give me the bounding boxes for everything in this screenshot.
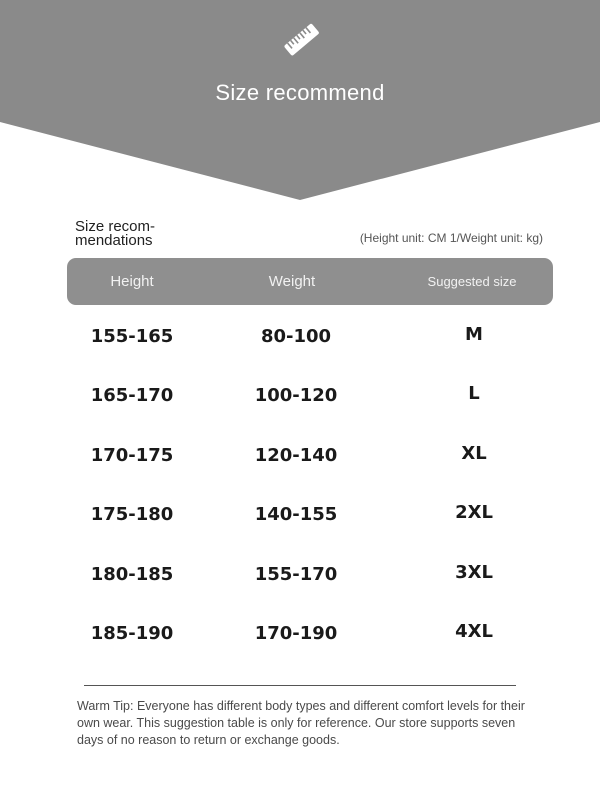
section-label bbox=[75, 220, 195, 248]
height-cell: 185-190 bbox=[90, 622, 174, 644]
height-cell: 180-185 bbox=[90, 563, 174, 585]
weight-cell: 140-155 bbox=[254, 504, 338, 526]
weight-cell: 120-140 bbox=[254, 444, 338, 466]
table-row bbox=[0, 318, 600, 377]
size-cell: 2XL bbox=[455, 502, 493, 524]
size-cell: 4XL bbox=[455, 620, 493, 642]
table-row bbox=[0, 615, 600, 674]
weight-cell: 80-100 bbox=[260, 326, 332, 347]
weight-cell: 100-120 bbox=[254, 385, 338, 407]
header-height: Height bbox=[110, 273, 154, 290]
weight-cell: 170-190 bbox=[254, 622, 338, 644]
header-weight: Weight bbox=[268, 273, 316, 290]
table-row bbox=[0, 437, 600, 496]
banner-title: Size recommend bbox=[215, 80, 385, 105]
size-table-body bbox=[0, 318, 600, 674]
banner bbox=[0, 0, 600, 200]
height-cell: 165-170 bbox=[90, 385, 174, 407]
ruler-icon bbox=[280, 18, 324, 62]
size-cell: 3XL bbox=[455, 561, 493, 583]
height-cell: 175-180 bbox=[90, 504, 174, 526]
table-row bbox=[0, 377, 600, 436]
size-cell: XL bbox=[461, 442, 487, 464]
section-label-line2: mendations bbox=[75, 232, 153, 249]
unit-note: (Height unit: CM 1/Weight unit: kg) bbox=[359, 231, 543, 245]
header-suggested-size: Suggested size bbox=[427, 274, 517, 289]
table-header bbox=[67, 258, 553, 305]
warm-tip: Warm Tip: Everyone has different body types and different comfort levels for their own wear. This suggestion table is only for reference. Our store supports seven days of no reason to return or exchange goods. bbox=[77, 699, 525, 747]
height-cell: 155-165 bbox=[90, 326, 174, 347]
height-cell: 170-175 bbox=[90, 444, 174, 466]
table-row bbox=[0, 556, 600, 615]
table-row bbox=[0, 496, 600, 555]
divider bbox=[84, 685, 516, 686]
size-cell: M bbox=[465, 324, 483, 345]
section-label-line1: Size recom- bbox=[75, 218, 156, 235]
size-cell: L bbox=[468, 383, 480, 405]
weight-cell: 155-170 bbox=[254, 563, 338, 585]
